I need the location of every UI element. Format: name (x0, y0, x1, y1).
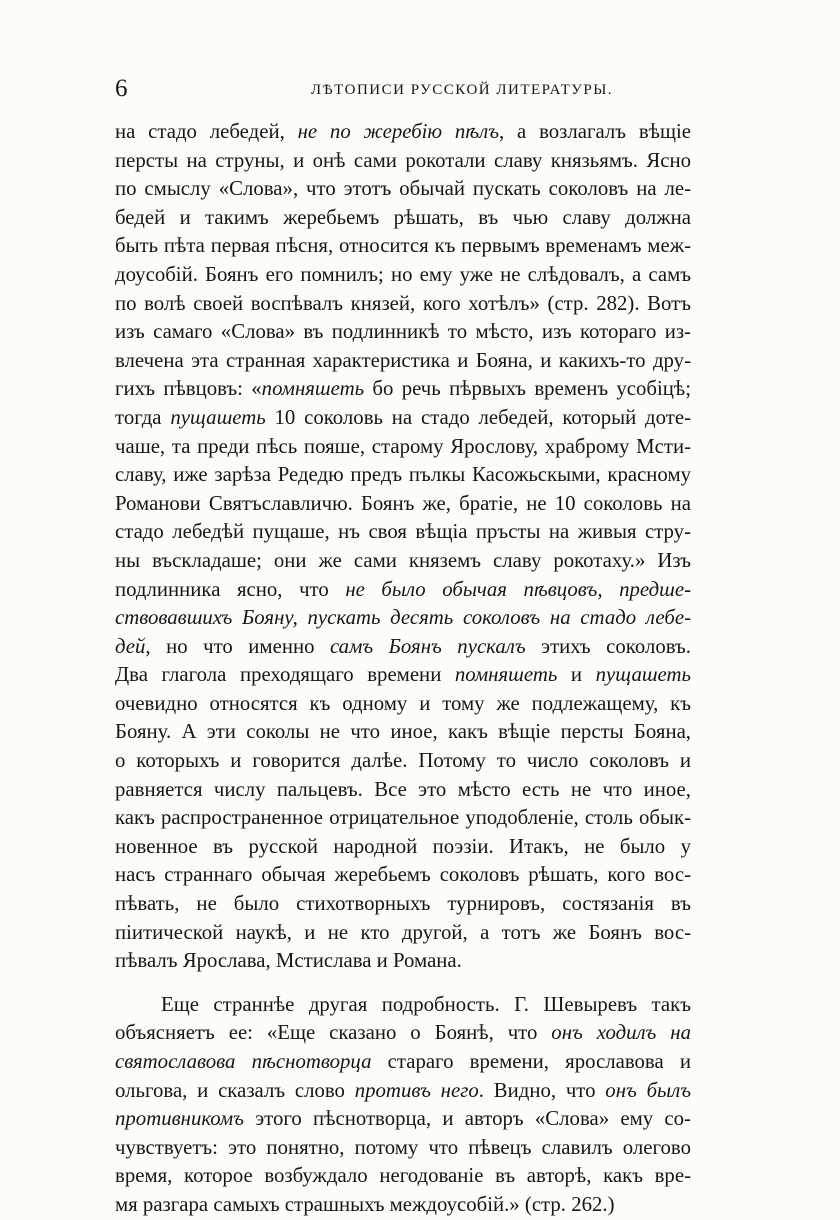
text-line (115, 1048, 691, 1077)
text-line (115, 318, 691, 347)
text-segment: по волѣ своей воспѣвалъ князей, кого хотѣлъ» (стр. 282). Вотъ (115, 291, 691, 315)
text-line (115, 147, 691, 176)
text-line (115, 375, 691, 404)
text-segment: этого пѣснотворца, и авторъ «Слова» ему со- (243, 1107, 691, 1131)
text-line (115, 290, 691, 319)
text-segment: чувствуетъ: это понятно, потому что пѣвецъ славилъ олегово (115, 1135, 691, 1159)
paragraph-gap (115, 976, 691, 991)
text-segment: бо речь пѣрвыхъ временъ усобіцѣ; (364, 377, 691, 401)
italic-segment: помняшеть (261, 377, 365, 401)
text-segment: , но что именно (145, 634, 330, 658)
text-line (115, 776, 691, 805)
text-line (115, 261, 691, 290)
text-line (115, 747, 691, 776)
text-line (115, 1019, 691, 1048)
text-segment: славу, иже зарѣза Редедю предъ пълкы Касожьскыми, красному (115, 463, 691, 487)
italic-segment: ствовавшихъ Бояну, пускать десять соколовъ на стадо лебе- (115, 606, 691, 630)
text-line (115, 1162, 691, 1191)
text-segment: новенное въ русской народной поэзіи. Итакъ, не было у (115, 834, 691, 858)
italic-segment: не было обычая пѣвцовъ, предше- (345, 577, 691, 601)
text-line (115, 347, 691, 376)
italic-segment: помняшеть (454, 663, 558, 687)
text-segment: подлинника ясно, что (115, 577, 346, 601)
italic-segment: противникомъ (115, 1107, 244, 1131)
text-segment: Бояну. А эти соколы не что иное, какъ вѣщіе персты Бояна, (115, 720, 691, 744)
text-segment: насъ страннаго обычая жеребьемъ соколовъ рѣшать, кого вос- (115, 863, 691, 887)
italic-segment: дей (115, 634, 146, 658)
text-segment: о которыхъ и говорится далѣе. Потому то число соколовъ и (115, 749, 691, 773)
text-segment: равняется числу пальцевъ. Все это мѣсто есть не что иное, (115, 777, 691, 801)
text-line (115, 919, 691, 948)
italic-segment: пущашеть (595, 663, 691, 687)
text-segment: объясняетъ ее: «Еще сказано о Боянѣ, что (115, 1021, 552, 1045)
text-segment: какъ распространенное отрицательное уподобленіе, столь обык- (115, 806, 691, 830)
text-segment: Два глагола преходящаго времени (115, 663, 455, 687)
text-segment: время, которое возбуждало негодованіе въ авторѣ, какъ вре- (115, 1164, 691, 1188)
page-number: 6 (115, 75, 128, 102)
italic-segment: пущашеть (170, 405, 266, 429)
text-segment: чаше, та преди пѣсь пояше, старому Ярослову, храброму Мсти- (115, 434, 691, 458)
text-segment: піитической наукѣ, и не кто другой, а тотъ же Боянъ вос- (115, 920, 691, 944)
paragraph (115, 991, 691, 1220)
text-segment: по смыслу «Слова», что этотъ обычай пускать соколовъ на ле- (115, 177, 691, 201)
text-segment: персты на струны, и онѣ сами рокотали славу князьямъ. Ясно (115, 148, 691, 172)
italic-segment: святославова пѣснотворца (115, 1050, 372, 1073)
text-segment: пѣвалъ Ярослава, Мстислава и Романа. (115, 949, 462, 973)
text-line (115, 490, 691, 519)
italic-segment: не по жеребію пѣлъ (297, 120, 500, 143)
text-segment: ны въскладаше; они же сами княземъ славу рокотаху.» Изъ (115, 548, 691, 572)
text-line (115, 947, 691, 976)
text-segment: Еще страннѣе другая подробность. Г. Шевыревъ такъ (161, 992, 691, 1016)
text-line (115, 547, 691, 576)
text-line (115, 1105, 691, 1134)
text-segment: , а возлагалъ вѣщіе (499, 120, 691, 143)
text-line (115, 576, 691, 605)
text-segment: 10 соколовь на стадо лебедей, который доте- (265, 405, 691, 429)
text-segment: пѣвать, не было стихотворныхъ турнировъ, состязанія въ (115, 892, 691, 916)
text-line (115, 175, 691, 204)
text-segment: этихъ соколовъ. (525, 634, 691, 658)
text-line (115, 204, 691, 233)
italic-segment: онъ былъ (605, 1078, 691, 1102)
text-line (115, 833, 691, 862)
body-text (115, 118, 691, 1220)
running-title: ЛѢТОПИСИ РУССКОЙ ЛИТЕРАТУРЫ. (310, 82, 614, 98)
text-line (115, 718, 691, 747)
text-line (115, 661, 691, 690)
text-segment: . Видно, что (478, 1078, 606, 1102)
text-segment: мя разгара самыхъ страшныхъ междоусобій.» (стр. 262.) (115, 1192, 615, 1216)
text-segment: доусобій. Боянъ его помнилъ; но ему уже не слѣдовалъ, а самъ (115, 262, 691, 286)
text-line (115, 633, 691, 662)
text-segment: и (557, 663, 596, 687)
italic-segment: самъ Боянъ пускалъ (329, 634, 526, 658)
text-line (115, 991, 691, 1020)
text-line (115, 1134, 691, 1163)
text-segment: ольгова, и сказалъ слово (115, 1078, 355, 1102)
text-line (115, 1191, 691, 1220)
text-segment: быть пѣта первая пѣсня, относится къ первымъ временамъ меж- (115, 234, 691, 258)
text-line (115, 861, 691, 890)
text-line (115, 433, 691, 462)
text-line (115, 461, 691, 490)
text-segment: Романови Святъславличю. Боянъ же, братіе, не 10 соколовь на (115, 491, 691, 515)
text-line (115, 1077, 691, 1106)
text-segment: бедей и такимъ жеребьемъ рѣшать, въ чью славу должна (115, 205, 691, 229)
text-line (115, 604, 691, 633)
text-segment: тогда (115, 405, 171, 429)
text-segment: гихъ пѣвцовъ: « (115, 377, 262, 401)
text-line (115, 404, 691, 433)
text-segment: на стадо лебедей, (115, 120, 298, 143)
text-line (115, 518, 691, 547)
text-line (115, 118, 691, 147)
text-segment: изъ самаго «Слова» въ подлинникѣ то мѣсто, изъ котораго из- (115, 320, 691, 344)
italic-segment: противъ него (354, 1078, 479, 1102)
text-segment: очевидно относятся къ одному и тому же подлежащему, къ (115, 691, 691, 715)
running-header (110, 74, 694, 104)
text-segment: стараго времени, ярославова и (371, 1050, 691, 1073)
text-line (115, 890, 691, 919)
text-segment: влечена эта странная характеристика и Бояна, и какихъ-то дру- (115, 348, 691, 372)
text-line (115, 804, 691, 833)
text-line (115, 232, 691, 261)
paragraph (115, 118, 691, 976)
text-segment: стадо лебедѣй пущаше, нъ своя вѣщіа пръсты на живыя стру- (115, 520, 691, 544)
italic-segment: онъ ходилъ на (551, 1021, 691, 1045)
text-line (115, 690, 691, 719)
